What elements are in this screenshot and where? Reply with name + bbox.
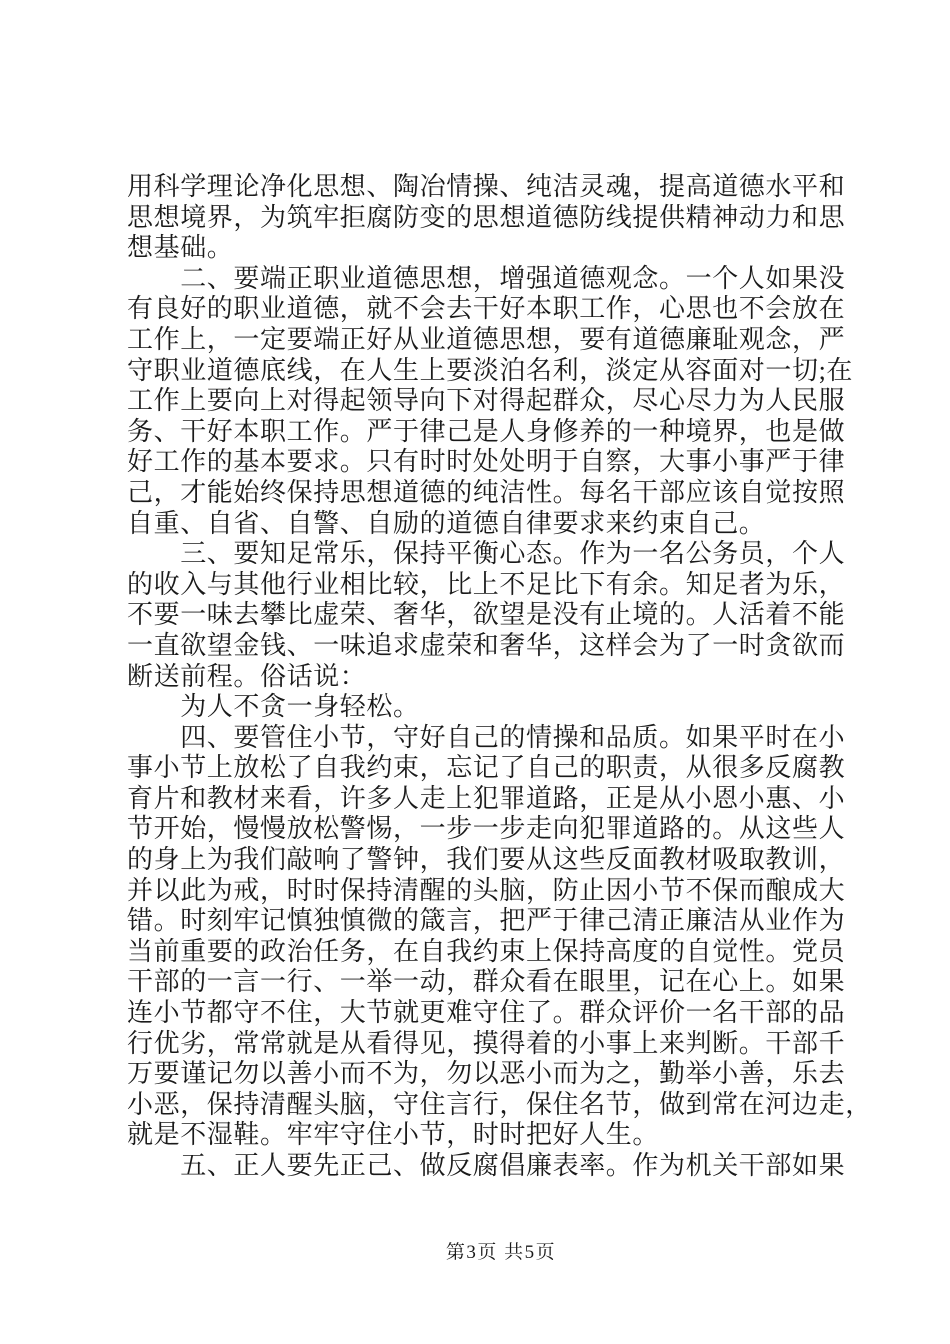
text-line: 事小节上放松了自我约束，忘记了自己的职责，从很多反腐教 xyxy=(127,753,846,783)
document-body xyxy=(127,172,872,1182)
text-line: 断送前程。俗话说： xyxy=(127,661,367,691)
text-line: 的收入与其他行业相比较，比上不足比下有余。知足者为乐， xyxy=(127,569,846,599)
text-line: 行优劣，常常就是从看得见，摸得着的小事上来判断。干部千 xyxy=(127,1028,846,1058)
text-line: 己，才能始终保持思想道德的纯洁性。每名干部应该自觉按照 xyxy=(127,477,846,507)
page-number-indicator: 第3页 共5页 xyxy=(445,1242,557,1263)
text-line: 用科学理论净化思想、陶冶情操、纯洁灵魂，提高道德水平和 xyxy=(127,172,846,201)
text-line: 一直欲望金钱、一味追求虚荣和奢华，这样会为了一时贪欲而 xyxy=(127,630,846,660)
text-line: 五、正人要先正己、做反腐倡廉表率。作为机关干部如果 xyxy=(127,1151,846,1180)
text-line: 不要一味去攀比虚荣、奢华，欲望是没有止境的。人活着不能 xyxy=(127,600,846,630)
text-line: 小恶，保持清醒头脑，守住言行，保住名节，做到常在河边走， xyxy=(127,1089,872,1119)
text-line: 务、干好本职工作。严于律己是人身修养的一种境界，也是做 xyxy=(127,416,846,446)
text-line: 并以此为戒，时时保持清醒的头脑，防止因小节不保而酿成大 xyxy=(127,875,846,905)
text-line: 万要谨记勿以善小而不为，勿以恶小而为之，勤举小善，乐去 xyxy=(127,1059,846,1089)
text-line: 四、要管住小节，守好自己的情操和品质。如果平时在小 xyxy=(127,722,846,752)
text-line: 的身上为我们敲响了警钟，我们要从这些反面教材吸取教训， xyxy=(127,845,846,875)
text-line: 想基础。 xyxy=(127,233,234,263)
text-line: 就是不湿鞋。牢牢守住小节，时时把好人生。 xyxy=(127,1120,660,1150)
text-line: 当前重要的政治任务，在自我约束上保持高度的自觉性。党员 xyxy=(127,936,846,966)
text-line: 连小节都守不住，大节就更难守住了。群众评价一名干部的品 xyxy=(127,998,846,1028)
text-line: 有良好的职业道德，就不会去干好本职工作，心思也不会放在 xyxy=(127,294,846,324)
text-line: 错。时刻牢记慎独慎微的箴言，把严于律己清正廉洁从业作为 xyxy=(127,906,846,936)
text-line: 思想境界，为筑牢拒腐防变的思想道德防线提供精神动力和思 xyxy=(127,202,846,232)
text-line: 三、要知足常乐，保持平衡心态。作为一名公务员，个人 xyxy=(127,539,846,569)
text-line: 好工作的基本要求。只有时时处处明于自察，大事小事严于律 xyxy=(127,447,846,477)
text-line: 育片和教材来看，许多人走上犯罪道路，正是从小恩小惠、小 xyxy=(127,783,846,813)
text-line: 自重、自省、自警、自励的道德自律要求来约束自己。 xyxy=(127,508,766,538)
text-line: 节开始，慢慢放松警惕，一步一步走向犯罪道路的。从这些人 xyxy=(127,814,846,844)
text-line: 为人不贪一身轻松。 xyxy=(127,692,420,722)
text-line: 工作上要向上对得起领导向下对得起群众，尽心尽力为人民服 xyxy=(127,386,846,416)
text-line: 工作上，一定要端正好从业道德思想，要有道德廉耻观念，严 xyxy=(127,324,846,354)
text-line: 干部的一言一行、一举一动，群众看在眼里，记在心上。如果 xyxy=(127,967,846,997)
text-line: 守职业道德底线，在人生上要淡泊名利，淡定从容面对一切;在 xyxy=(127,355,854,385)
text-line: 二、要端正职业道德思想，增强道德观念。一个人如果没 xyxy=(127,263,846,293)
